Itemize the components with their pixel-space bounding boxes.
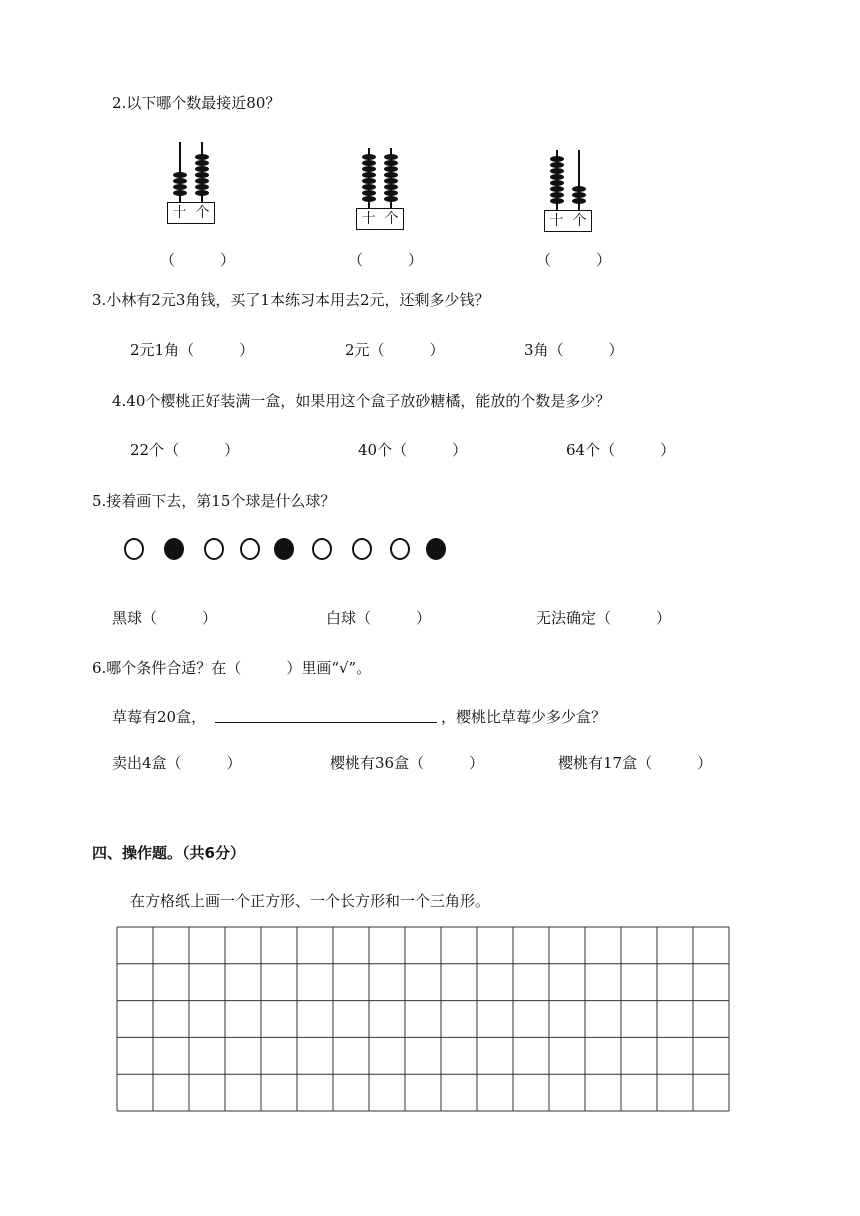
abacus-bead bbox=[572, 192, 586, 198]
abacus-bead bbox=[362, 166, 376, 172]
abacus-bead bbox=[550, 186, 564, 192]
abacus-bead bbox=[550, 156, 564, 162]
abacus-bead bbox=[362, 190, 376, 196]
black-ball bbox=[426, 538, 446, 560]
abacus-bead bbox=[572, 198, 586, 204]
abacus-bead bbox=[384, 166, 398, 172]
abacus-bead bbox=[572, 186, 586, 192]
section-4-heading: 四、操作题。（共6分） bbox=[92, 844, 245, 862]
q3-option-1[interactable]: 2元1角（ ） bbox=[130, 341, 255, 359]
q4-option-3[interactable]: 64个（ ） bbox=[566, 441, 676, 459]
abacus-label-box bbox=[356, 208, 404, 230]
abacus-bead bbox=[550, 162, 564, 168]
abacus-bead bbox=[550, 192, 564, 198]
abacus-bead bbox=[195, 172, 209, 178]
q6-fill-blank[interactable] bbox=[215, 722, 437, 723]
tens-label: 十 bbox=[172, 205, 187, 221]
abacus-bead bbox=[384, 178, 398, 184]
q6-sentence-end: ，樱桃比草莓少多少盒？ bbox=[441, 708, 607, 726]
q3-option-3[interactable]: 3角（ ） bbox=[524, 341, 624, 359]
white-ball bbox=[240, 538, 260, 560]
abacus-label-box bbox=[544, 210, 592, 232]
black-ball bbox=[164, 538, 184, 560]
tens-label: 十 bbox=[361, 211, 376, 227]
abacus-1-answer[interactable]: （ ） bbox=[160, 251, 236, 269]
abacus-bead bbox=[550, 198, 564, 204]
q5-option-3[interactable]: 无法确定（ ） bbox=[536, 609, 672, 627]
abacus-bead bbox=[195, 190, 209, 196]
q6-option-2[interactable]: 樱桃有36盒（ ） bbox=[330, 754, 485, 772]
q5-option-1[interactable]: 黑球（ ） bbox=[112, 609, 218, 627]
tens-label: 十 bbox=[549, 213, 564, 229]
q3-option-2[interactable]: 2元（ ） bbox=[345, 341, 445, 359]
q2-question: 2.以下哪个数最接近80？ bbox=[112, 94, 281, 112]
q6-option-3[interactable]: 樱桃有17盒（ ） bbox=[558, 754, 713, 772]
abacus-3-answer[interactable]: （ ） bbox=[536, 251, 612, 269]
abacus-bead bbox=[362, 160, 376, 166]
abacus-bead bbox=[384, 190, 398, 196]
abacus-bead bbox=[173, 190, 187, 196]
abacus-bead bbox=[550, 174, 564, 180]
ones-label: 个 bbox=[384, 211, 399, 227]
white-ball bbox=[390, 538, 410, 560]
ones-label: 个 bbox=[572, 213, 587, 229]
abacus-bead bbox=[384, 160, 398, 166]
abacus-bead bbox=[362, 172, 376, 178]
black-ball bbox=[274, 538, 294, 560]
ones-label: 个 bbox=[195, 205, 210, 221]
q6-question: 6.哪个条件合适？在（ ）里画“√”。 bbox=[92, 659, 372, 677]
abacus-bead bbox=[384, 172, 398, 178]
abacus-label-box bbox=[167, 202, 215, 224]
q6-sentence-start: 草莓有20盒， bbox=[112, 708, 207, 726]
abacus-bead bbox=[384, 196, 398, 202]
abacus-bead bbox=[195, 154, 209, 160]
q3-question: 3.小林有2元3角钱，买了1本练习本用去2元，还剩多少钱？ bbox=[92, 291, 490, 309]
abacus-bead bbox=[195, 184, 209, 190]
abacus-bead bbox=[550, 168, 564, 174]
abacus-bead bbox=[173, 184, 187, 190]
white-ball bbox=[312, 538, 332, 560]
q6-option-1[interactable]: 卖出4盒（ ） bbox=[112, 754, 242, 772]
white-ball bbox=[124, 538, 144, 560]
drawing-grid[interactable] bbox=[116, 926, 730, 1112]
q5-option-2[interactable]: 白球（ ） bbox=[326, 609, 432, 627]
q5-question: 5.接着画下去，第15个球是什么球？ bbox=[92, 492, 336, 510]
section-4-instruction: 在方格纸上画一个正方形、一个长方形和一个三角形。 bbox=[130, 892, 491, 910]
abacus-bead bbox=[195, 178, 209, 184]
abacus-bead bbox=[384, 184, 398, 190]
abacus-bead bbox=[384, 154, 398, 160]
abacus-bead bbox=[362, 178, 376, 184]
abacus-bead bbox=[173, 178, 187, 184]
white-ball bbox=[204, 538, 224, 560]
white-ball bbox=[352, 538, 372, 560]
q4-option-1[interactable]: 22个（ ） bbox=[130, 441, 240, 459]
abacus-bead bbox=[550, 180, 564, 186]
abacus-bead bbox=[362, 184, 376, 190]
q4-option-2[interactable]: 40个（ ） bbox=[358, 441, 468, 459]
abacus-bead bbox=[362, 196, 376, 202]
abacus-bead bbox=[173, 172, 187, 178]
abacus-bead bbox=[195, 166, 209, 172]
abacus-bead bbox=[195, 160, 209, 166]
abacus-2-answer[interactable]: （ ） bbox=[348, 251, 424, 269]
q4-question: 4.40个樱桃正好装满一盒，如果用这个盒子放砂糖橘，能放的个数是多少？ bbox=[112, 392, 611, 410]
abacus-bead bbox=[362, 154, 376, 160]
